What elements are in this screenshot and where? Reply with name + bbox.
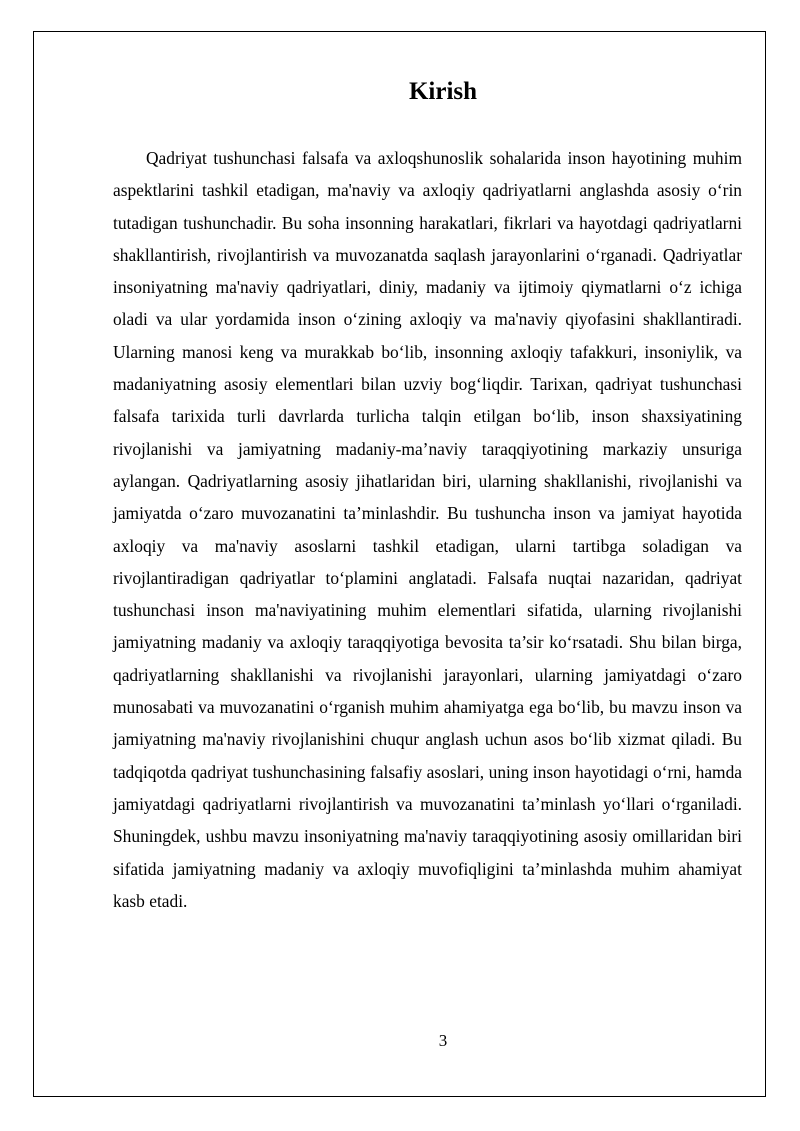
body-paragraph: Qadriyat tushunchasi falsafa va axloqshunoslik sohalarida inson hayotining muhim aspektlarini tashkil etadigan, ma'naviy va axloqiy qadriyatlarni anglashda asosiy o‘rin tutadigan tushunchadir. Bu soha insonning harakatlari, fikrlari va hayotdagi qadriyatlarni shakllantirish, rivojlantirish va muvozanatda saqlash jarayonlarini o‘rganadi. Qadriyatlar insoniyatning ma'naviy qadriyatlari, diniy, madaniy va ijtimoiy qiymatlarni o‘z ichiga oladi va ular yordamida inson o‘zining axloqiy va ma'naviy qiyofasini shakllantiradi. Ularning manosi keng va murakkab bo‘lib, insonning axloqiy tafakkuri, insoniylik, va madaniyatning asosiy elementlari bilan uzviy bog‘liqdir. Tarixan, qadriyat tushunchasi falsafa tarixida turli davrlarda turlicha talqin etilgan bo‘lib, inson shaxsiyatining rivojlanishi va jamiyatning madaniy-ma’naviy taraqqiyotining markaziy unsuriga aylangan. Qadriyatlarning asosiy jihatlaridan biri, ularning shakllanishi, rivojlanishi va jamiyatda o‘zaro muvozanatini ta’minlashdir. Bu tushuncha inson va jamiyat hayotida axloqiy va ma'naviy asoslarni tashkil etadigan, ularni tartibga soladigan va rivojlantiradigan qadriyatlar to‘plamini anglatadi. Falsafa nuqtai nazaridan, qadriyat tushunchasi inson ma'naviyatining muhim elementlari sifatida, ularning rivojlanishi jamiyatning madaniy va axloqiy taraqqiyotiga bevosita ta’sir ko‘rsatadi. Shu bilan birga, qadriyatlarning shakllanishi va rivojlanishi jarayonlari, ularning jamiyatdagi o‘zaro munosabati va muvozanatini o‘rganish muhim ahamiyatga ega bo‘lib, bu mavzu inson va jamiyatning ma'naviy rivojlanishini chuqur anglash uchun asos bo‘lib xizmat qiladi. Bu tadqiqotda qadriyat tushunchasining falsafiy asoslari, uning inson hayotidagi o‘rni, hamda jamiyatdagi qadriyatlarni rivojlantirish va muvozanatini ta’minlash yo‘llari o‘rganiladi. Shuningdek, ushbu mavzu insoniyatning ma'naviy taraqqiyotining asosiy omillaridan biri sifatida jamiyatning madaniy va axloqiy muvofiqligini ta’minlashda muhim ahamiyat kasb etadi. [113,148,742,911]
page-title: Kirish [408,78,478,105]
page-number: 3 [438,1031,448,1050]
